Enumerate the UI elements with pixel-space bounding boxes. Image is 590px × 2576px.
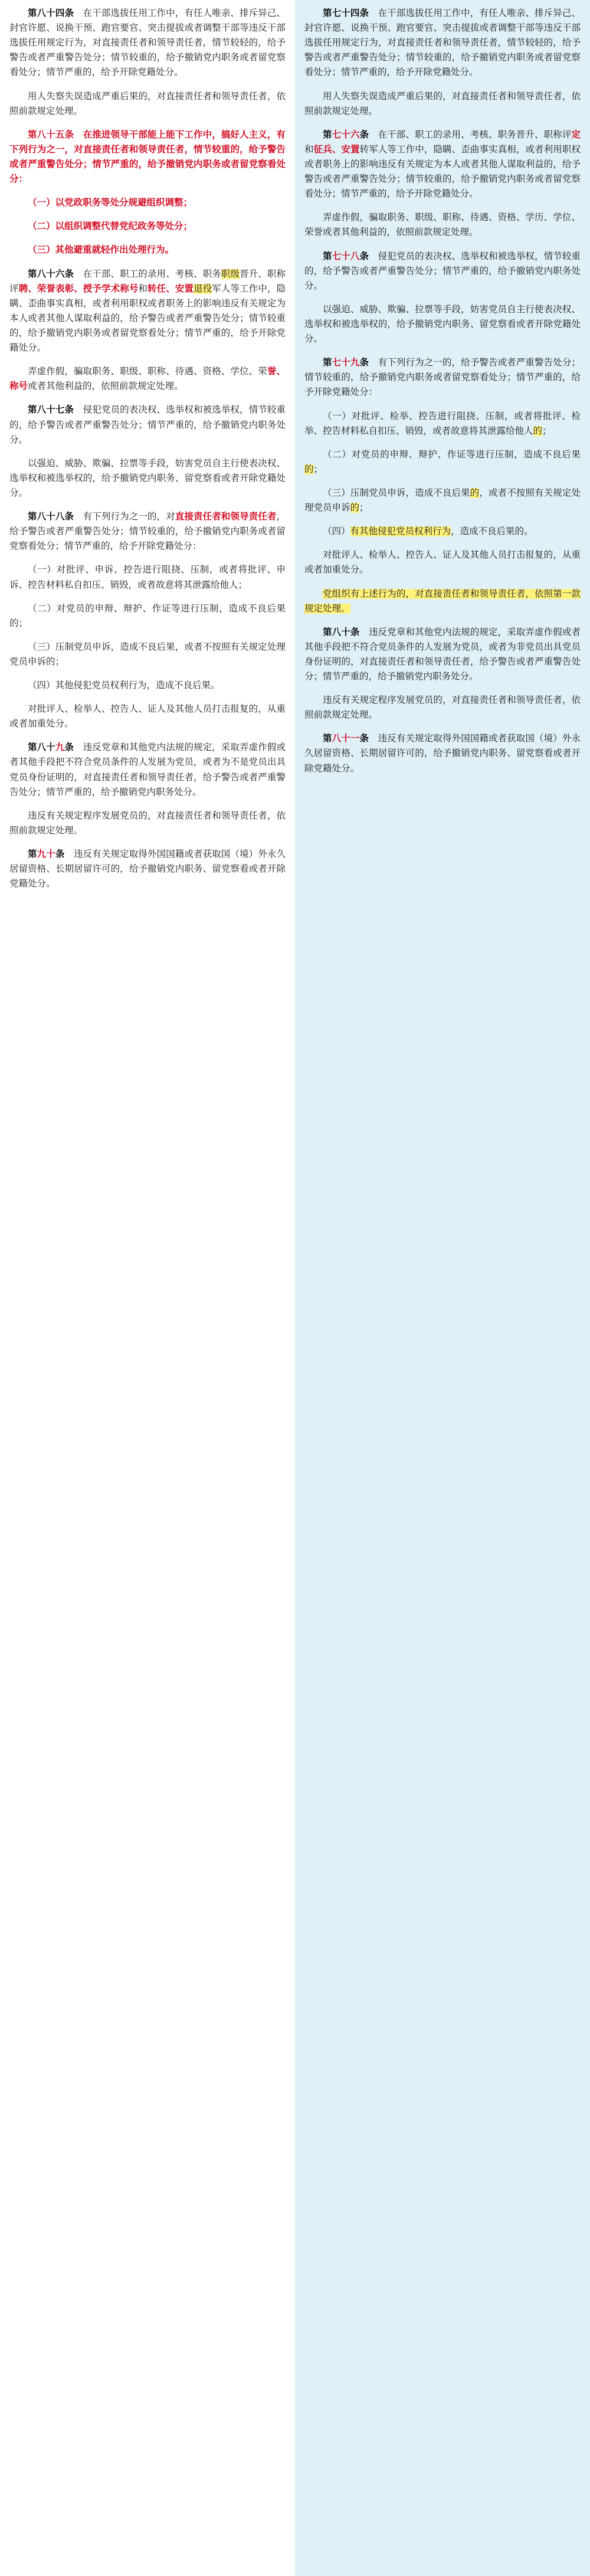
text-run: （四） — [323, 526, 350, 537]
text-run: 违反有关规定取得外国国籍或者获取国（境）外永久居留资格、长期居留许可的，给予撤销党内职务、留党察看或者开除党籍处分。 — [9, 849, 286, 889]
text-run: 第八十 — [28, 742, 55, 753]
text-run: ，给予警告或者严重警告处分；情节较重的，给予撤销党内职务或者留党察看处分；情节严重的，给予开除党籍处分： — [9, 512, 286, 552]
text-run: 条 — [359, 129, 369, 140]
paragraph-art-87 — [9, 402, 286, 447]
paragraph-art-89-p2 — [9, 809, 286, 838]
paragraph-art-79-p3 — [304, 587, 581, 616]
text-run: 党组织有上述行为的，对直接责任者和领导责任者，依照第一款规定处理。 — [304, 588, 581, 614]
text-run: （三）其他避重就轻作出处理行为。 — [28, 245, 175, 256]
text-run: ； — [359, 503, 369, 513]
text-run: 以强迫、威胁、欺骗、拉票等手段，妨害党员自主行使表决权、选举权和被选举权的，给予撤销党内职务、留党察看或者开除党籍处分。 — [304, 304, 581, 345]
text-run: 第 — [323, 358, 332, 368]
paragraph-art-76 — [304, 6, 581, 80]
paragraph-art-81 — [304, 731, 581, 775]
text-run: 七十九 — [332, 358, 360, 368]
paragraph-art-80 — [304, 625, 581, 684]
text-run: 在干部选拔任用工作中，有任人唯亲、排斥异己、封官许愿、说换干预、跑官要官、突击提拔或者调整干部等违反干部选拔任用规定行为，对直接责任者和领导责任者，情节较轻的，给予警告或者严重警告处分；情节较重的，给予撤销党内职务或者留党察看处分；情节严重的，给予开除党籍处分。 — [304, 8, 581, 78]
right-column — [295, 0, 590, 2576]
paragraph-art-87-p2 — [9, 456, 286, 500]
text-run: 条 — [359, 358, 369, 368]
text-run: 有下列行为之一的，给予警告或者严重警告处分；情节较重的，给予撤销党内职务或者留党察看处分；情节严重的，给予开除党籍处分： — [304, 358, 581, 398]
text-run: 和 — [304, 144, 314, 155]
paragraph-art-89 — [9, 740, 286, 799]
text-run: 违反有关规定程序发展党员的，对直接责任者和领导责任者，依照前款规定处理。 — [9, 810, 286, 836]
text-run: 军人等工作中，隐瞒、歪曲事实真相，或者利用职权或者职务上的影响违反有关规定为本人或者其他人谋取利益的，给予警告或者严重警告处分；情节较重的，给予撤销党内职务或者留党察看处分；情节严重的，给予开除党籍处分。 — [9, 283, 286, 353]
text-run: 第八十六条 — [28, 269, 74, 279]
text-run: 用人失察失误造成严重后果的，对直接责任者和领导责任者，依照前款规定处理。 — [304, 91, 581, 116]
paragraph-art-88-4 — [9, 678, 286, 693]
text-run: 的 — [304, 464, 314, 474]
text-run: （三）压制党员申诉，造成不良后果，或者不按照有关规定处理党员申诉的； — [9, 641, 286, 667]
text-run: 九 — [55, 742, 65, 753]
text-run: （四）其他侵犯党员权利行为，造成不良后果。 — [28, 680, 220, 691]
paragraph-art-84 — [9, 6, 286, 80]
paragraph-art-79-4 — [304, 524, 581, 539]
text-run: 晋升、职称评 — [9, 269, 286, 294]
text-run: 转军人等工作中，隐瞒、歪曲事实真相，或者利用职权或者职务上的影响违反有关规定为本人或者其他人谋取利益的，给予警告或者严重警告处分；情节较重的，给予撤销党内职务或者留党察看处分；情节严重的，给予开除党籍处分。 — [304, 144, 581, 199]
text-run: 违反党章和其他党内法规的规定，采取弄虚作假或者其他手段把不符合党员条件的人发展为党员，或者为不是党员出具党员身份证明的，对直接责任者和领导责任者，给予警告或者严重警告处分；情节严重的，给予撤销党内职务处分。 — [9, 742, 286, 797]
paragraph-art-86-p2 — [9, 364, 286, 394]
text-run: 条 — [64, 742, 74, 753]
text-run: ，或者不按照有关规定处理党员申诉 — [304, 487, 581, 513]
paragraph-art-79-p2 — [304, 548, 581, 577]
text-run: 八十一 — [332, 734, 360, 744]
paragraph-art-85-1 — [9, 195, 286, 210]
paragraph-art-85-2 — [9, 219, 286, 234]
paragraph-art-86 — [9, 267, 286, 356]
text-run: 侵犯党员的表决权、选举权和被选举权，情节较重的，给予警告或者严重警告处分；情节严重的，给予撤销党内职务处分。 — [304, 251, 581, 291]
text-run: 弄虚作假，骗取职务、职级、职称、待遇、资格、学历、学位、荣誉或者其他利益的，依照前款规定处理。 — [304, 212, 581, 238]
text-run: 用人失察失误造成严重后果的，对直接责任者和领导责任者，依照前款规定处理。 — [9, 91, 286, 116]
paragraph-art-85-3 — [9, 243, 286, 257]
text-run: 在干部、职工的录用、考核、职务晋升、职称评 — [369, 129, 572, 140]
paragraph-art-88-2 — [9, 601, 286, 631]
text-run: 在干部选拔任用工作中，有任人唯亲、排斥异己、封官许愿、说换干预、跑官要官、突击提拔或者调整干部等违反干部选拔任用规定行为，对直接责任者和领导责任者，情节较轻的，给予警告或者严重警告处分；情节较重的，给予撤销党内职务或者留党察看处分；情节严重的，给予开除党籍处分。 — [9, 8, 286, 78]
text-run: 弄虚作假，骗取职务、职级、职称、待遇、资格、学位、荣 — [28, 366, 267, 377]
text-run: 违反有关规定程序发展党员的，对直接责任者和领导责任者，依照前款规定处理。 — [304, 695, 581, 721]
text-run: ； — [542, 425, 552, 436]
paragraph-art-77 — [304, 127, 581, 202]
text-run: （一）以党政职务等处分规避组织调整； — [28, 198, 193, 208]
text-run: 对批评人、检举人、控告人、证人及其他人员打击报复的，从重或者加重处分。 — [304, 550, 581, 575]
text-run: 职级 — [221, 269, 240, 279]
paragraph-art-84-p2 — [9, 89, 286, 119]
paragraph-art-88-3 — [9, 640, 286, 669]
text-run: 聘、荣誉表彰、授予学术称号 — [18, 283, 139, 294]
text-run: 第 — [323, 251, 332, 261]
paragraph-art-88-p2 — [9, 702, 286, 731]
text-run: 直接责任者和领导责任者 — [175, 512, 277, 522]
text-run: 第 — [323, 734, 332, 744]
text-run: 七十八 — [332, 251, 360, 261]
text-run: 或者其他利益的，依照前款规定处理。 — [28, 381, 183, 392]
text-run: 第 — [28, 849, 37, 860]
text-run: 定 — [571, 129, 581, 140]
paragraph-art-88 — [9, 509, 286, 554]
text-run: 第八十七条 — [28, 405, 74, 415]
text-run: 的 — [470, 487, 480, 498]
paragraph-art-79 — [304, 355, 581, 400]
text-run: 条 — [55, 849, 65, 860]
text-run: 侵犯党员的表决权、选举权和被选举权，情节较重的，给予警告或者严重警告处分；情节严重的，给予撤销党内职务处分。 — [9, 405, 286, 445]
text-run: ； — [313, 464, 323, 474]
text-run: （一）对批评、申诉、控告进行阻挠、压制，或者将批评、申诉、控告材料私自扣压、销毁，或者故意将其泄露给他人； — [9, 565, 286, 590]
text-run: 条 — [359, 251, 369, 261]
text-run: （二）以组织调整代替党纪政务等处分； — [28, 221, 193, 232]
text-run: 在推进领导干部能上能下工作中，搞好人主义，有下列行为之一，对直接责任者和领导责任者，情节较重的，给予警告或者严重警告处分；情节严重的，给予撤销党内职务或者留党察看处分： — [9, 129, 286, 185]
paragraph-art-85 — [9, 127, 286, 186]
text-run: 在干部、职工的录用、考核、职务 — [74, 269, 221, 279]
paragraph-art-79-1 — [304, 409, 581, 438]
text-run: （三）压制党员申诉，造成不良后果 — [323, 487, 470, 498]
text-run: （二）对党员的申辩、辩护、作证等进行压制，造成不良后果的； — [9, 603, 286, 629]
text-run: 第八十八条 — [28, 512, 74, 522]
text-run: 征兵、安置 — [313, 144, 360, 155]
text-run: （二）对党员的申辩、辩护、作证等进行压制，造成不良后果 — [323, 449, 581, 460]
text-run: 第八十条 — [323, 627, 360, 637]
text-run: 有其他侵犯党员权利行为 — [350, 526, 451, 537]
paragraph-art-78-p2 — [304, 302, 581, 346]
text-run: 第八十五条 — [28, 129, 74, 140]
paragraph-art-88-1 — [9, 562, 286, 592]
text-run: 的 — [350, 503, 360, 513]
text-run: 第 — [323, 129, 332, 140]
text-run: 违反有关规定取得外国国籍或者获取国（境）外永久居留资格、长期居留许可的，给予撤销党内职务、留党察看或者开除党籍处分。 — [304, 734, 581, 774]
paragraph-art-79-3 — [304, 486, 581, 515]
text-run: 誉、称号 — [9, 366, 286, 392]
text-run: 有下列行为之一的，对 — [74, 512, 175, 522]
text-run: 违反党章和其他党内法规的规定，采取弄虚作假或者其他手段把不符合党员条件的人发展为党员，或者为非党员出具党员身份证明的，对直接责任者和领导责任者，给予警告或者严重警告处分；情节严重的，给予撤销党内职务处分。 — [304, 627, 581, 682]
text-run: 第七十四条 — [323, 8, 369, 18]
text-run: （一）对批评、检举、控告进行阻挠、压制，或者将批评、检举、控告材料私自扣压、销毁，或者故意将其泄露给他人 — [304, 411, 581, 436]
text-run: 对批评人、检举人、控告人、证人及其他人员打击报复的，从重或者加重处分。 — [9, 704, 286, 729]
paragraph-art-79-2 — [304, 447, 581, 477]
text-run: 以强迫、威胁、欺骗、拉票等手段，妨害党员自主行使表决权、选举权和被选举权的，给予撤销党内职务、留党察看或者开除党籍处分。 — [9, 458, 286, 498]
paragraph-art-78 — [304, 249, 581, 293]
text-run: 转任、安置 — [148, 283, 194, 294]
text-run: 七十六 — [332, 129, 360, 140]
paragraph-art-80-p2 — [304, 693, 581, 722]
text-run: 退役 — [194, 283, 212, 294]
text-run: 第八十四条 — [28, 8, 74, 18]
text-run: 九十 — [37, 849, 55, 860]
text-run: 条 — [359, 734, 369, 744]
paragraph-art-77-p2 — [304, 210, 581, 240]
text-run: 的 — [533, 425, 543, 436]
paragraph-art-90 — [9, 847, 286, 891]
text-run: ，造成不良后果的。 — [451, 526, 533, 537]
paragraph-art-76-p2 — [304, 89, 581, 119]
text-run: 和 — [138, 283, 148, 294]
